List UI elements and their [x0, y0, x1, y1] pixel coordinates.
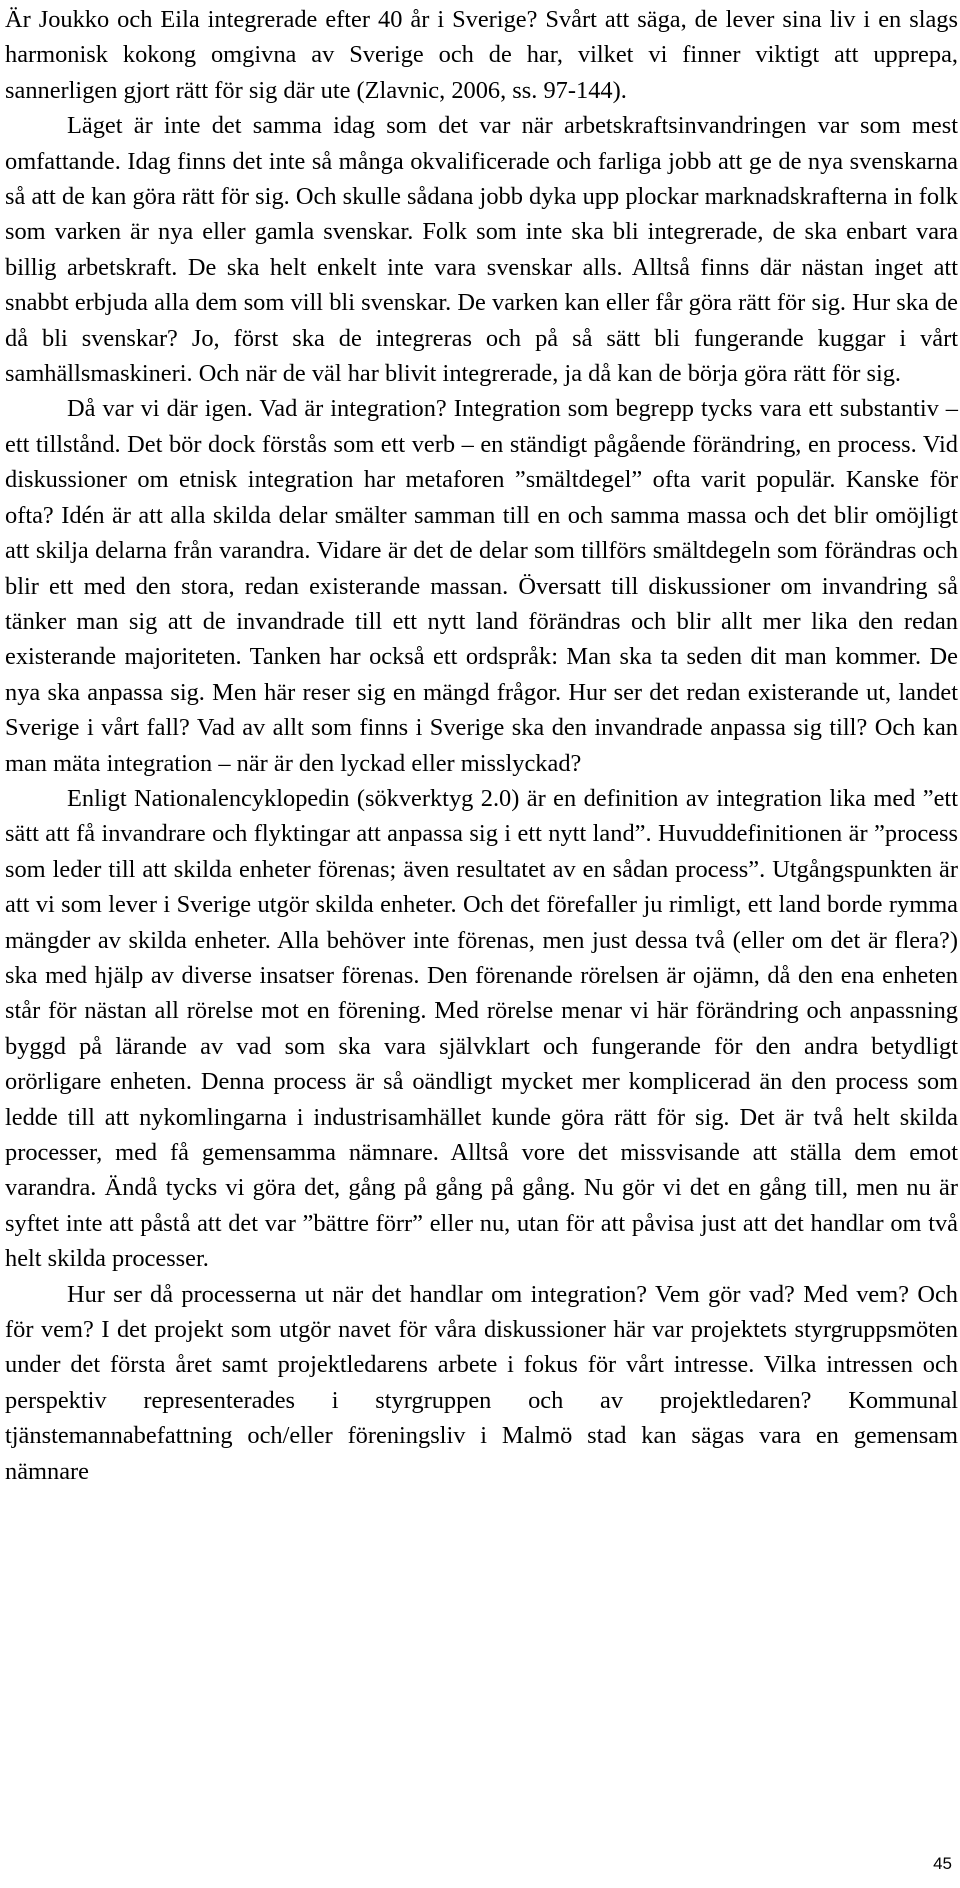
paragraph-1: Är Joukko och Eila integrerade efter 40 år i Sverige? Svårt att säga, de lever sina liv i en slags harmonisk kokong omgivna av Sverige och de har, vilket vi finner viktigt att upprepa, sannerligen gjort rätt för sig där ute (Zlavnic, 2006, ss. 97-144). — [5, 6, 958, 104]
paragraph-4: Enligt Nationalencyklopedin (sökverktyg 2.0) är en definition av integration lika med ”ett sätt att få invandrare och flyktingar att anpassa sig i ett nytt land”. Huvuddefinitionen är ”process som leder till att skilda enheter förenas; även resultatet av en sådan process”. Utgångspunkten är att vi som lever i Sverige utgör skilda enheter. Och det förefaller ju rimligt, ett land borde rymma mängder av skilda enheter. Alla behöver inte förenas, men just dessa två (eller om det är flera?) ska med hjälp av diverse insatser förenas. Den förenande rörelsen är ojämn, då den ena enheten står för nästan all rörelse mot en förening. Med rörelse menar vi här förändring och anpassning byggd på lärande av vad som ska vara självklart och fungerande för den andra betydligt orörligare enheten. Denna process är så oändligt mycket mer komplicerad än den process som ledde till att nykomlingarna i industrisamhället kunde göra rätt för sig. Det är två helt skilda processer, med få gemensamma nämnare. Alltså vore det missvisande att ställa dem emot varandra. Ändå tycks vi göra det, gång på gång på gång. Nu gör vi det en gång till, men nu är syftet inte att påstå att det var ”bättre förr” eller nu, utan för att påvisa just att det handlar om två helt skilda processer. — [5, 784, 958, 1273]
paragraph-2: Läget är inte det samma idag som det var när arbetskraftsinvandringen var som mest omfattande. Idag finns det inte så många okvalificerade och farliga jobb att ge de nya svenskarna så att de kan göra rätt för sig. Och skulle sådana jobb dyka upp plockar marknadskrafterna in folk som varken är nya eller gamla svenskar. Folk som inte ska bli integrerade, de ska enbart vara billig arbetskraft. De ska helt enkelt inte vara svenskar alls. Alltså finns där nästan inget att snabbt erbjuda alla dem som vill bli svenskar. De varken kan eller får göra rätt för sig. Hur ska de då bli svenskar? Jo, först ska de integreras och på så sätt bli fungerande kuggar i vårt samhällsmaskineri. Och när de väl har blivit integrerade, ja då kan de börja göra rätt för sig. — [5, 112, 958, 388]
body-text — [5, 2, 958, 1489]
paragraph-3: Då var vi där igen. Vad är integration? Integration som begrepp tycks vara ett substantiv – ett tillstånd. Det bör dock förstås som ett verb – en ständigt pågående förändring, en process. Vid diskussioner om etnisk integration har metaforen ”smältdegel” ofta varit populär. Kanske för ofta? Idén är att alla skilda delar smälter samman till en och samma massa och det blir omöjligt att skilja delarna från varandra. Vidare är det de delar som tillförs smältdegeln som förändras och blir ett med den stora, redan existerande massan. Översatt till diskussioner om invandring så tänker man sig att de invandrade till ett nytt land förändras och blir allt mer lika den redan existerande majoriteten. Tanken har också ett ordspråk: Man ska ta seden dit man kommer. De nya ska anpassa sig. Men här reser sig en mängd frågor. Hur ser det redan existerande ut, landet Sverige i vårt fall? Vad av allt som finns i Sverige ska den invandrade anpassa sig till? Och kan man mäta integration – när är den lyckad eller misslyckad? — [5, 395, 958, 777]
paragraph-5: Hur ser då processerna ut när det handlar om integration? Vem gör vad? Med vem? Och för vem? I det projekt som utgör navet för våra diskussioner här var projektets styrgruppsmöten under det första året samt projektledarens arbete i fokus för vårt intresse. Vilka intressen och perspektiv representerades i styrgruppen och av projektledaren? Kommunal tjänstemannabefattning och/eller föreningsliv i Malmö stad kan sägas vara en gemensam nämnare — [5, 1280, 958, 1485]
page-number: 45 — [933, 1854, 952, 1873]
document-page — [5, 0, 958, 1888]
